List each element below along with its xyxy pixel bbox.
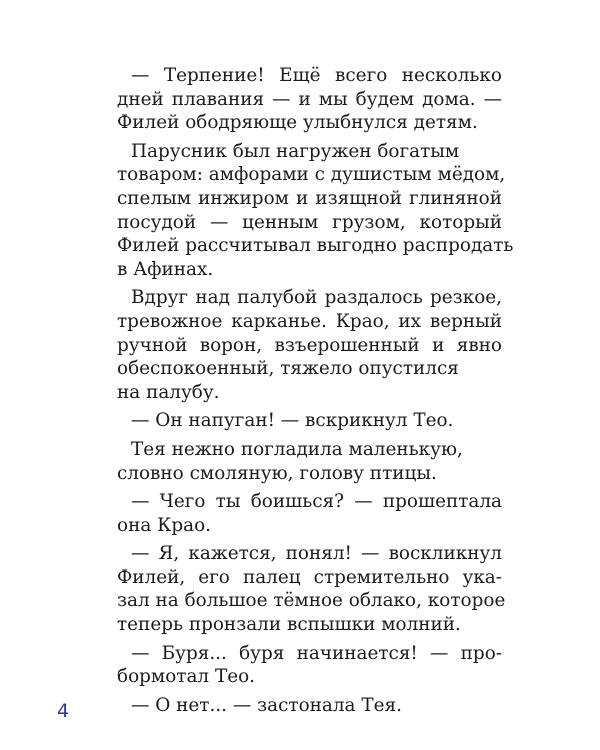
text-line: — Он напуган! — вскрикнул Тео. [131,410,454,432]
text-line: бормотал Тео. [117,666,256,688]
text-line: Вдруг над палубой раздалось резкое, [131,287,502,309]
body-text [117,64,514,722]
text-line: — Буря... буря начинается! — про- [131,642,502,664]
text-line: в Афинах. [117,258,214,280]
paragraph [117,438,502,485]
text-line: дней плавания — и мы будем дома. — [117,88,502,110]
text-line: спелым инжиром и изящной глиняной [117,187,502,209]
paragraph [117,694,502,718]
paragraph [117,490,502,537]
text-line: ручной ворон, взъерошенный и явно [117,334,502,356]
text-line: обеспокоенный, тяжело опустился [117,358,459,380]
paragraph [117,542,506,636]
text-line: зал на большое тёмное облако, которое [117,590,506,612]
text-line: товаром: амфорами с душистым мёдом, [117,164,506,186]
text-line: — Терпение! Ещё всего несколько [131,65,502,86]
paragraph [117,64,502,135]
text-line: словно смоляную, голову птицы. [117,462,437,484]
text-line: на палубу. [117,381,220,403]
text-line: посудой — ценным грузом, который [117,211,502,233]
text-line: Филей, его палец стремительно ука- [117,566,502,588]
paragraph [117,409,502,433]
text-line: она Крао. [117,514,212,536]
paragraph [117,642,502,689]
text-line: Филей ободряюще улыбнулся детям. [117,112,478,134]
text-line: теперь пронзали вспышки молний. [117,614,461,636]
text-line: — Я, кажется, понял! — воскликнул [131,543,502,565]
text-line: Филей рассчитывал выгодно распродать [117,235,514,257]
paragraph [117,140,514,282]
page-number: 4 [57,700,70,722]
text-line: — Чего ты боишься? — прошептала [131,491,502,513]
paragraph [117,286,502,404]
text-line: — О нет... — застонала Тея. [131,694,402,716]
text-line: Тея нежно погладила маленькую, [131,438,463,460]
text-line: тревожное карканье. Крао, их верный [117,310,502,332]
text-line: Парусник был нагружен богатым [131,140,460,162]
